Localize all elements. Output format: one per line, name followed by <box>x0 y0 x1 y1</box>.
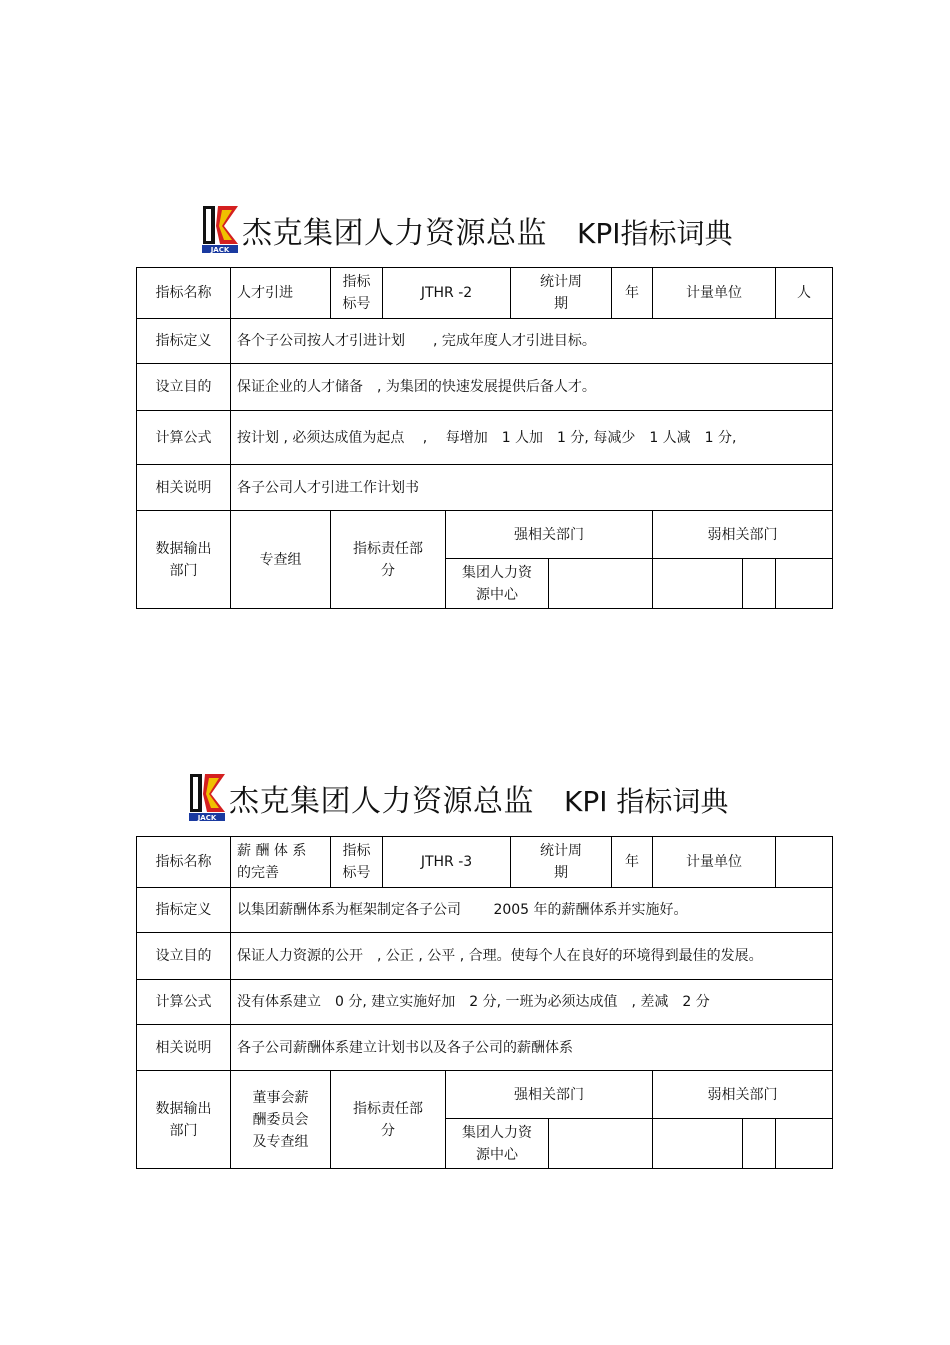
card-1-title <box>200 202 733 254</box>
weak-related-label: 弱相关部门 <box>653 511 833 559</box>
strong-dept-empty <box>549 1119 653 1169</box>
row-label: 设立目的 <box>137 933 231 980</box>
strong-dept: 集团人力资 源中心 <box>446 559 549 609</box>
logo-text: JACK <box>197 814 217 822</box>
period-label: 统计周 期 <box>511 268 612 319</box>
period-value: 年 <box>612 268 653 319</box>
strong-related-label: 强相关部门 <box>446 1071 653 1119</box>
header-row <box>137 837 833 888</box>
title-kpi: KPI 指标词典 <box>564 785 729 818</box>
name-value: 薪 酬 体 系 的完善 <box>231 837 331 888</box>
row-formula <box>137 411 833 465</box>
row-value: 按计划 , 必须达成值为起点 , 每增加 1 人加 1 分, 每减少 1 人减 1 分, <box>231 411 833 465</box>
row-value: 没有体系建立 0 分, 建立实施好加 2 分, 一班为必须达成值 , 差减 2 分 <box>231 980 833 1025</box>
row-definition <box>137 888 833 933</box>
code-value: JTHR -2 <box>383 268 511 319</box>
name-label: 指标名称 <box>137 268 231 319</box>
code-label: 指标 标号 <box>331 837 383 888</box>
row-label: 相关说明 <box>137 465 231 511</box>
row-label: 设立目的 <box>137 364 231 411</box>
name-value: 人才引进 <box>231 268 331 319</box>
row-value: 保证人力资源的公开 , 公正 , 公平 , 合理。使每个人在良好的环境得到最佳的发展。 <box>231 933 833 980</box>
row-notes <box>137 1025 833 1071</box>
row-label: 指标定义 <box>137 888 231 933</box>
kpi-table-2 <box>136 836 833 1169</box>
row-label: 相关说明 <box>137 1025 231 1071</box>
output-row-top <box>137 1071 833 1119</box>
title-chinese: 杰克集团人力资源总监 <box>229 784 534 819</box>
weak-dept-empty-1 <box>653 1119 743 1169</box>
header-row <box>137 268 833 319</box>
weak-dept-empty-1 <box>653 559 743 609</box>
strong-related-label: 强相关部门 <box>446 511 653 559</box>
strong-dept: 集团人力资 源中心 <box>446 1119 549 1169</box>
row-notes <box>137 465 833 511</box>
name-label: 指标名称 <box>137 837 231 888</box>
code-value: JTHR -3 <box>383 837 511 888</box>
row-label: 计算公式 <box>137 980 231 1025</box>
weak-dept-empty-2 <box>743 559 776 609</box>
row-value: 保证企业的人才储备 , 为集团的快速发展提供后备人才。 <box>231 364 833 411</box>
row-purpose <box>137 933 833 980</box>
responsibility-label: 指标责任部 分 <box>331 1071 446 1169</box>
row-value: 各个子公司按人才引进计划 , 完成年度人才引进目标。 <box>231 319 833 364</box>
row-formula <box>137 980 833 1025</box>
unit-value <box>776 837 833 888</box>
kpi-table-1 <box>136 267 833 609</box>
responsibility-label: 指标责任部 分 <box>331 511 446 609</box>
output-label: 数据输出 部门 <box>137 1071 231 1169</box>
period-label: 统计周 期 <box>511 837 612 888</box>
jack-logo <box>200 204 240 254</box>
jack-logo <box>187 772 227 822</box>
row-definition <box>137 319 833 364</box>
row-value: 以集团薪酬体系为框架制定各子公司 2005 年的薪酬体系并实施好。 <box>231 888 833 933</box>
unit-value: 人 <box>776 268 833 319</box>
title-kpi: KPI指标词典 <box>577 217 733 250</box>
period-value: 年 <box>612 837 653 888</box>
code-label: 指标 标号 <box>331 268 383 319</box>
strong-dept-empty <box>549 559 653 609</box>
weak-dept-empty-3 <box>776 1119 833 1169</box>
title-chinese: 杰克集团人力资源总监 <box>242 216 547 251</box>
weak-related-label: 弱相关部门 <box>653 1071 833 1119</box>
row-label: 指标定义 <box>137 319 231 364</box>
output-label: 数据输出 部门 <box>137 511 231 609</box>
row-value: 各子公司人才引进工作计划书 <box>231 465 833 511</box>
weak-dept-empty-2 <box>743 1119 776 1169</box>
unit-label: 计量单位 <box>653 837 776 888</box>
output-dept: 董事会薪 酬委员会 及专查组 <box>231 1071 331 1169</box>
output-dept: 专查组 <box>231 511 331 609</box>
row-purpose <box>137 364 833 411</box>
output-row-top <box>137 511 833 559</box>
row-value: 各子公司薪酬体系建立计划书以及各子公司的薪酬体系 <box>231 1025 833 1071</box>
logo-text: JACK <box>210 246 230 254</box>
card-2-title <box>187 770 728 822</box>
row-label: 计算公式 <box>137 411 231 465</box>
weak-dept-empty-3 <box>776 559 833 609</box>
unit-label: 计量单位 <box>653 268 776 319</box>
